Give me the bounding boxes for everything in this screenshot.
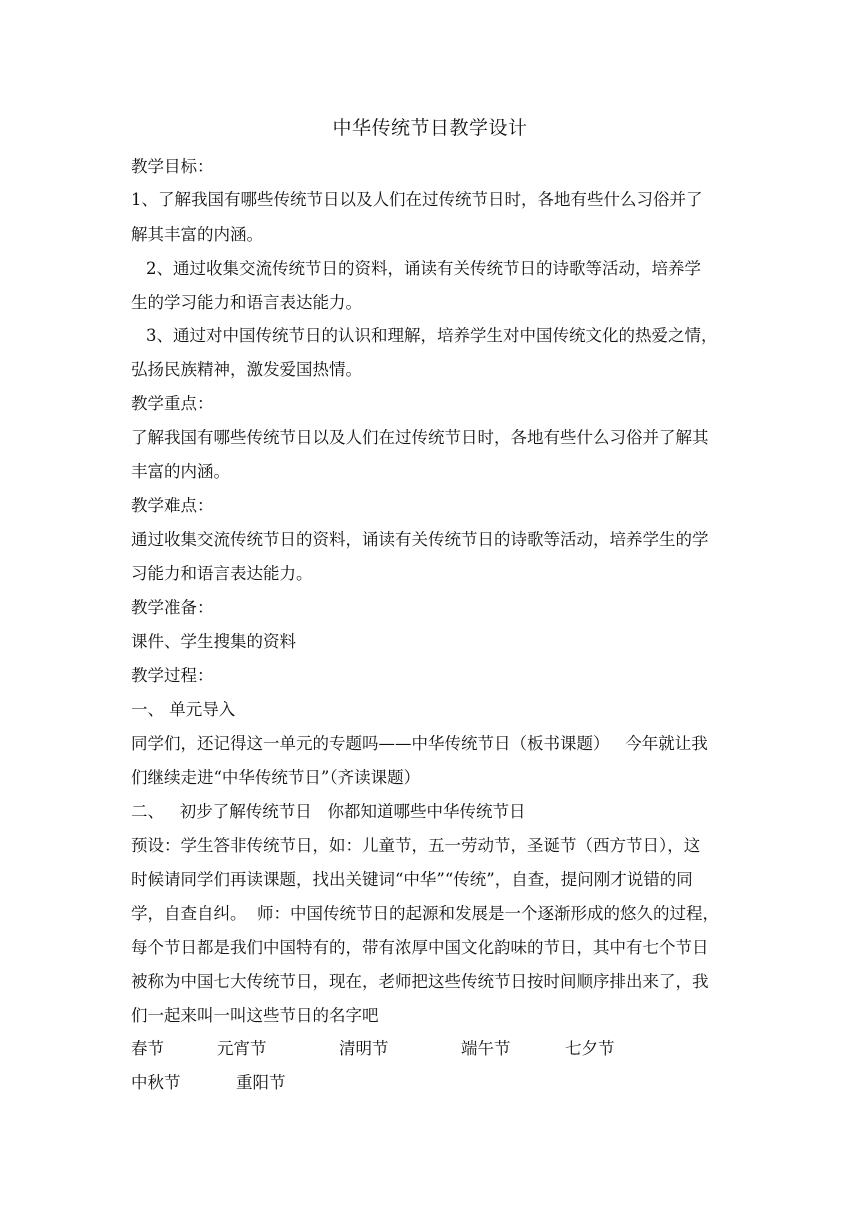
section-heading-preparation: 教学准备： xyxy=(131,598,214,617)
body-line: 们继续走进“中华传统节日”（齐读课题） xyxy=(131,768,421,787)
section-heading-difficulties: 教学难点： xyxy=(131,496,214,515)
body-line: 每个节日都是我们中国特有的，带有浓厚中国文化韵味的节日，其中有七个节日 xyxy=(131,938,709,957)
body-line: 2、通过收集交流传统节日的资料，诵读有关传统节日的诗歌等活动，培养学 xyxy=(146,259,701,278)
body-line: 学，自查自纠。 师：中国传统节日的起源和发展是一个逐渐形成的悠久的过程， xyxy=(131,904,719,923)
body-line: 们一起来叫一叫这些节日的名字吧 xyxy=(131,1006,379,1025)
body-line: 了解我国有哪些传统节日以及人们在过传统节日时，各地有些什么习俗并了解其 xyxy=(131,428,709,447)
festival-name: 元宵节 xyxy=(217,1039,267,1058)
festival-name: 端午节 xyxy=(461,1039,511,1058)
body-line: 弘扬民族精神，激发爱国热情。 xyxy=(131,360,362,379)
festival-name: 重阳节 xyxy=(236,1073,286,1092)
body-line: 生的学习能力和语言表达能力。 xyxy=(131,293,362,312)
section-heading-key-points: 教学重点： xyxy=(131,394,214,413)
page-title: 中华传统节日教学设计 xyxy=(332,117,528,139)
body-line: 3、通过对中国传统节日的认识和理解，培养学生对中国传统文化的热爱之情， xyxy=(146,326,718,345)
body-line: 习能力和语言表达能力。 xyxy=(131,564,313,583)
body-line: 同学们，还记得这一单元的专题吗——中华传统节日（板书课题） 今年就让我 xyxy=(131,734,708,753)
body-line: 解其丰富的内涵。 xyxy=(131,225,263,244)
body-line: 1、了解我国有哪些传统节日以及人们在过传统节日时，各地有些什么习俗并了 xyxy=(131,190,703,209)
festival-name: 七夕节 xyxy=(565,1039,615,1058)
body-line: 丰富的内涵。 xyxy=(131,462,230,481)
body-line: 时候请同学们再读课题，找出关键词“中华”“传统”，自查，提问刚才说错的同 xyxy=(131,870,693,889)
body-line: 被称为中国七大传统节日，现在，老师把这些传统节日按时间顺序排出来了，我 xyxy=(131,972,709,991)
body-line: 预设：学生答非传统节日，如：儿童节，五一劳动节，圣诞节（西方节日），这 xyxy=(131,836,701,855)
section-heading-goals: 教学目标： xyxy=(131,157,214,176)
festival-name: 中秋节 xyxy=(131,1073,181,1092)
step-heading: 二、 初步了解传统节日 你都知道哪些中华传统节日 xyxy=(131,802,526,821)
body-line: 课件、学生搜集的资料 xyxy=(131,632,296,651)
festival-name: 清明节 xyxy=(339,1039,389,1058)
festival-name: 春节 xyxy=(131,1039,164,1058)
section-heading-process: 教学过程： xyxy=(131,666,214,685)
step-heading: 一、 单元导入 xyxy=(131,700,236,719)
body-line: 通过收集交流传统节日的资料，诵读有关传统节日的诗歌等活动，培养学生的学 xyxy=(131,530,709,549)
